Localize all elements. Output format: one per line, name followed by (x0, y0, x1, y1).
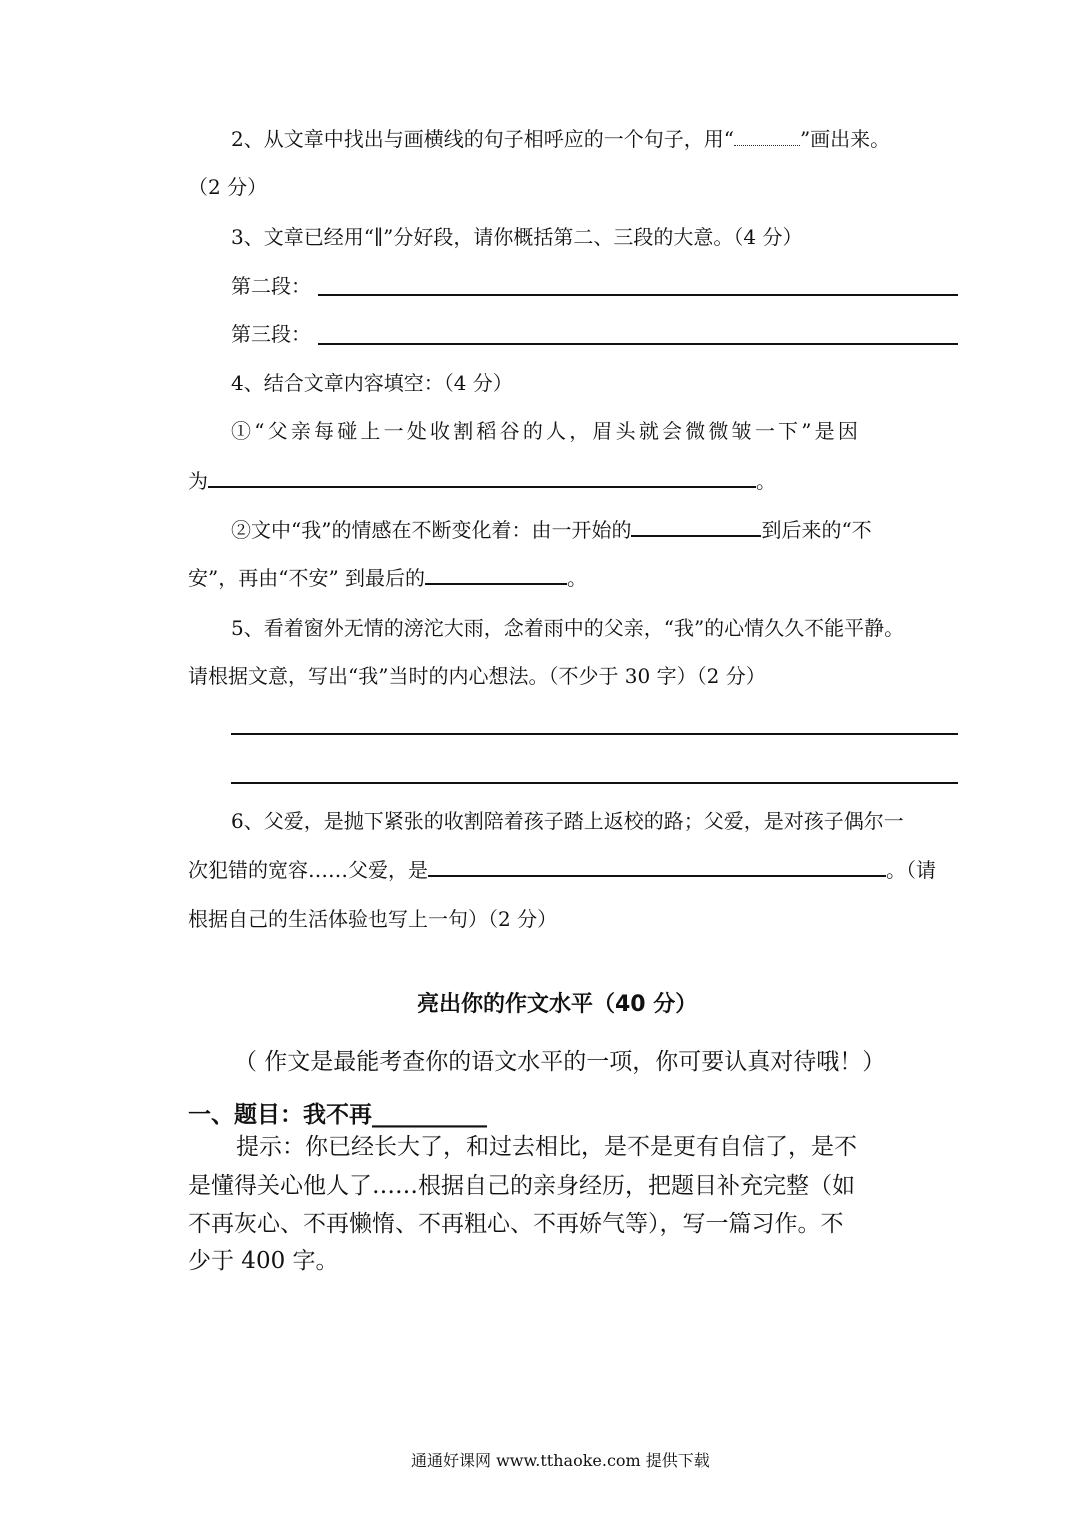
q2-line1 (231, 126, 890, 152)
q4-item1-suffix: 。 (756, 469, 776, 493)
q5-line1: 5、看着窗外无情的滂沱大雨，念着雨中的父亲，“我”的心情久久不能平静。 (231, 616, 905, 640)
q2-text-before: 2、从文章中找出与画横线的句子相呼应的一个句子，用“ (231, 127, 734, 151)
q4-prompt: 4、结合文章内容填空：（4 分） (231, 371, 513, 395)
hint-line-1: 提示：你已经长大了，和过去相比，是不是更有自信了，是不 (236, 1134, 857, 1160)
q4-item2-text-b: 到后来的“不 (761, 518, 872, 542)
q4-item2-text-a: ②文中“我”的情感在不断变化着：由一开始的 (231, 518, 632, 542)
q3-answer-line-para2[interactable] (318, 294, 958, 296)
q2-wavy-blank (734, 129, 800, 146)
q6-line2 (188, 857, 936, 883)
composition-subheading: （ 作文是最能考查你的语文水平的一项，你可要认真对待哦！） (234, 1049, 886, 1075)
q4-item2-line2 (188, 565, 587, 591)
q4-item1-blank[interactable] (208, 468, 756, 488)
q6-blank[interactable] (428, 857, 886, 877)
q3-label-para2: 第二段： (231, 274, 311, 298)
q6-line1: 6、父爱，是抛下紧张的收割陪着孩子踏上返校的路；父爱，是对孩子偶尔一 (231, 809, 904, 833)
q6-text-prefix: 次犯错的宽容……父爱，是 (188, 858, 428, 882)
q4-item2-blank1[interactable] (631, 517, 761, 537)
q3-label-para3: 第三段： (231, 322, 311, 346)
q6-line3: 根据自己的生活体验也写上一句）（2 分） (188, 907, 558, 931)
q3-answer-line-para3[interactable] (318, 343, 958, 345)
q4-item1-prefix: 为 (188, 469, 208, 493)
q4-item1-line1 (231, 418, 958, 444)
page-footer: 通通好课网 www.tthaoke.com 提供下载 (411, 1451, 710, 1470)
q6-text-suffix: 。（请 (886, 858, 936, 882)
q2-text-after: ”画出来。 (799, 127, 891, 151)
q4-item2-text-d: 。 (567, 566, 588, 590)
q5-answer-line2[interactable] (231, 782, 958, 784)
q4-item1-line2 (188, 468, 776, 494)
q3-prompt: 3、文章已经用“∥”分好段，请你概括第二、三段的大意。（4 分） (231, 225, 803, 249)
q4-item2-text-c: 安”，再由“不安” 到最后的 (188, 566, 426, 590)
composition-heading: 亮出你的作文水平（40 分） (417, 992, 698, 1017)
q5-line2: 请根据文意，写出“我”当时的内心想法。（不少于 30 字）（2 分） (188, 664, 766, 688)
hint-line-4: 少于 400 字。 (188, 1248, 339, 1274)
hint-line-2: 是懂得关心他人了……根据自己的亲身经历，把题目补充完整（如 (188, 1173, 855, 1199)
q5-answer-line1[interactable] (231, 733, 958, 735)
hint-line-3: 不再灰心、不再懒惰、不再粗心、不再娇气等），写一篇习作。不 (188, 1211, 844, 1237)
q4-item2-blank2[interactable] (425, 565, 567, 585)
q4-item1-text: ①“父亲每碰上一处收割稻谷的人，眉头就会微微皱一下”是因 (231, 419, 862, 443)
composition-topic: 一、题目：我不再__________ (188, 1102, 487, 1128)
q4-item2-line1 (231, 517, 872, 543)
q2-score: （2 分） (188, 175, 268, 199)
